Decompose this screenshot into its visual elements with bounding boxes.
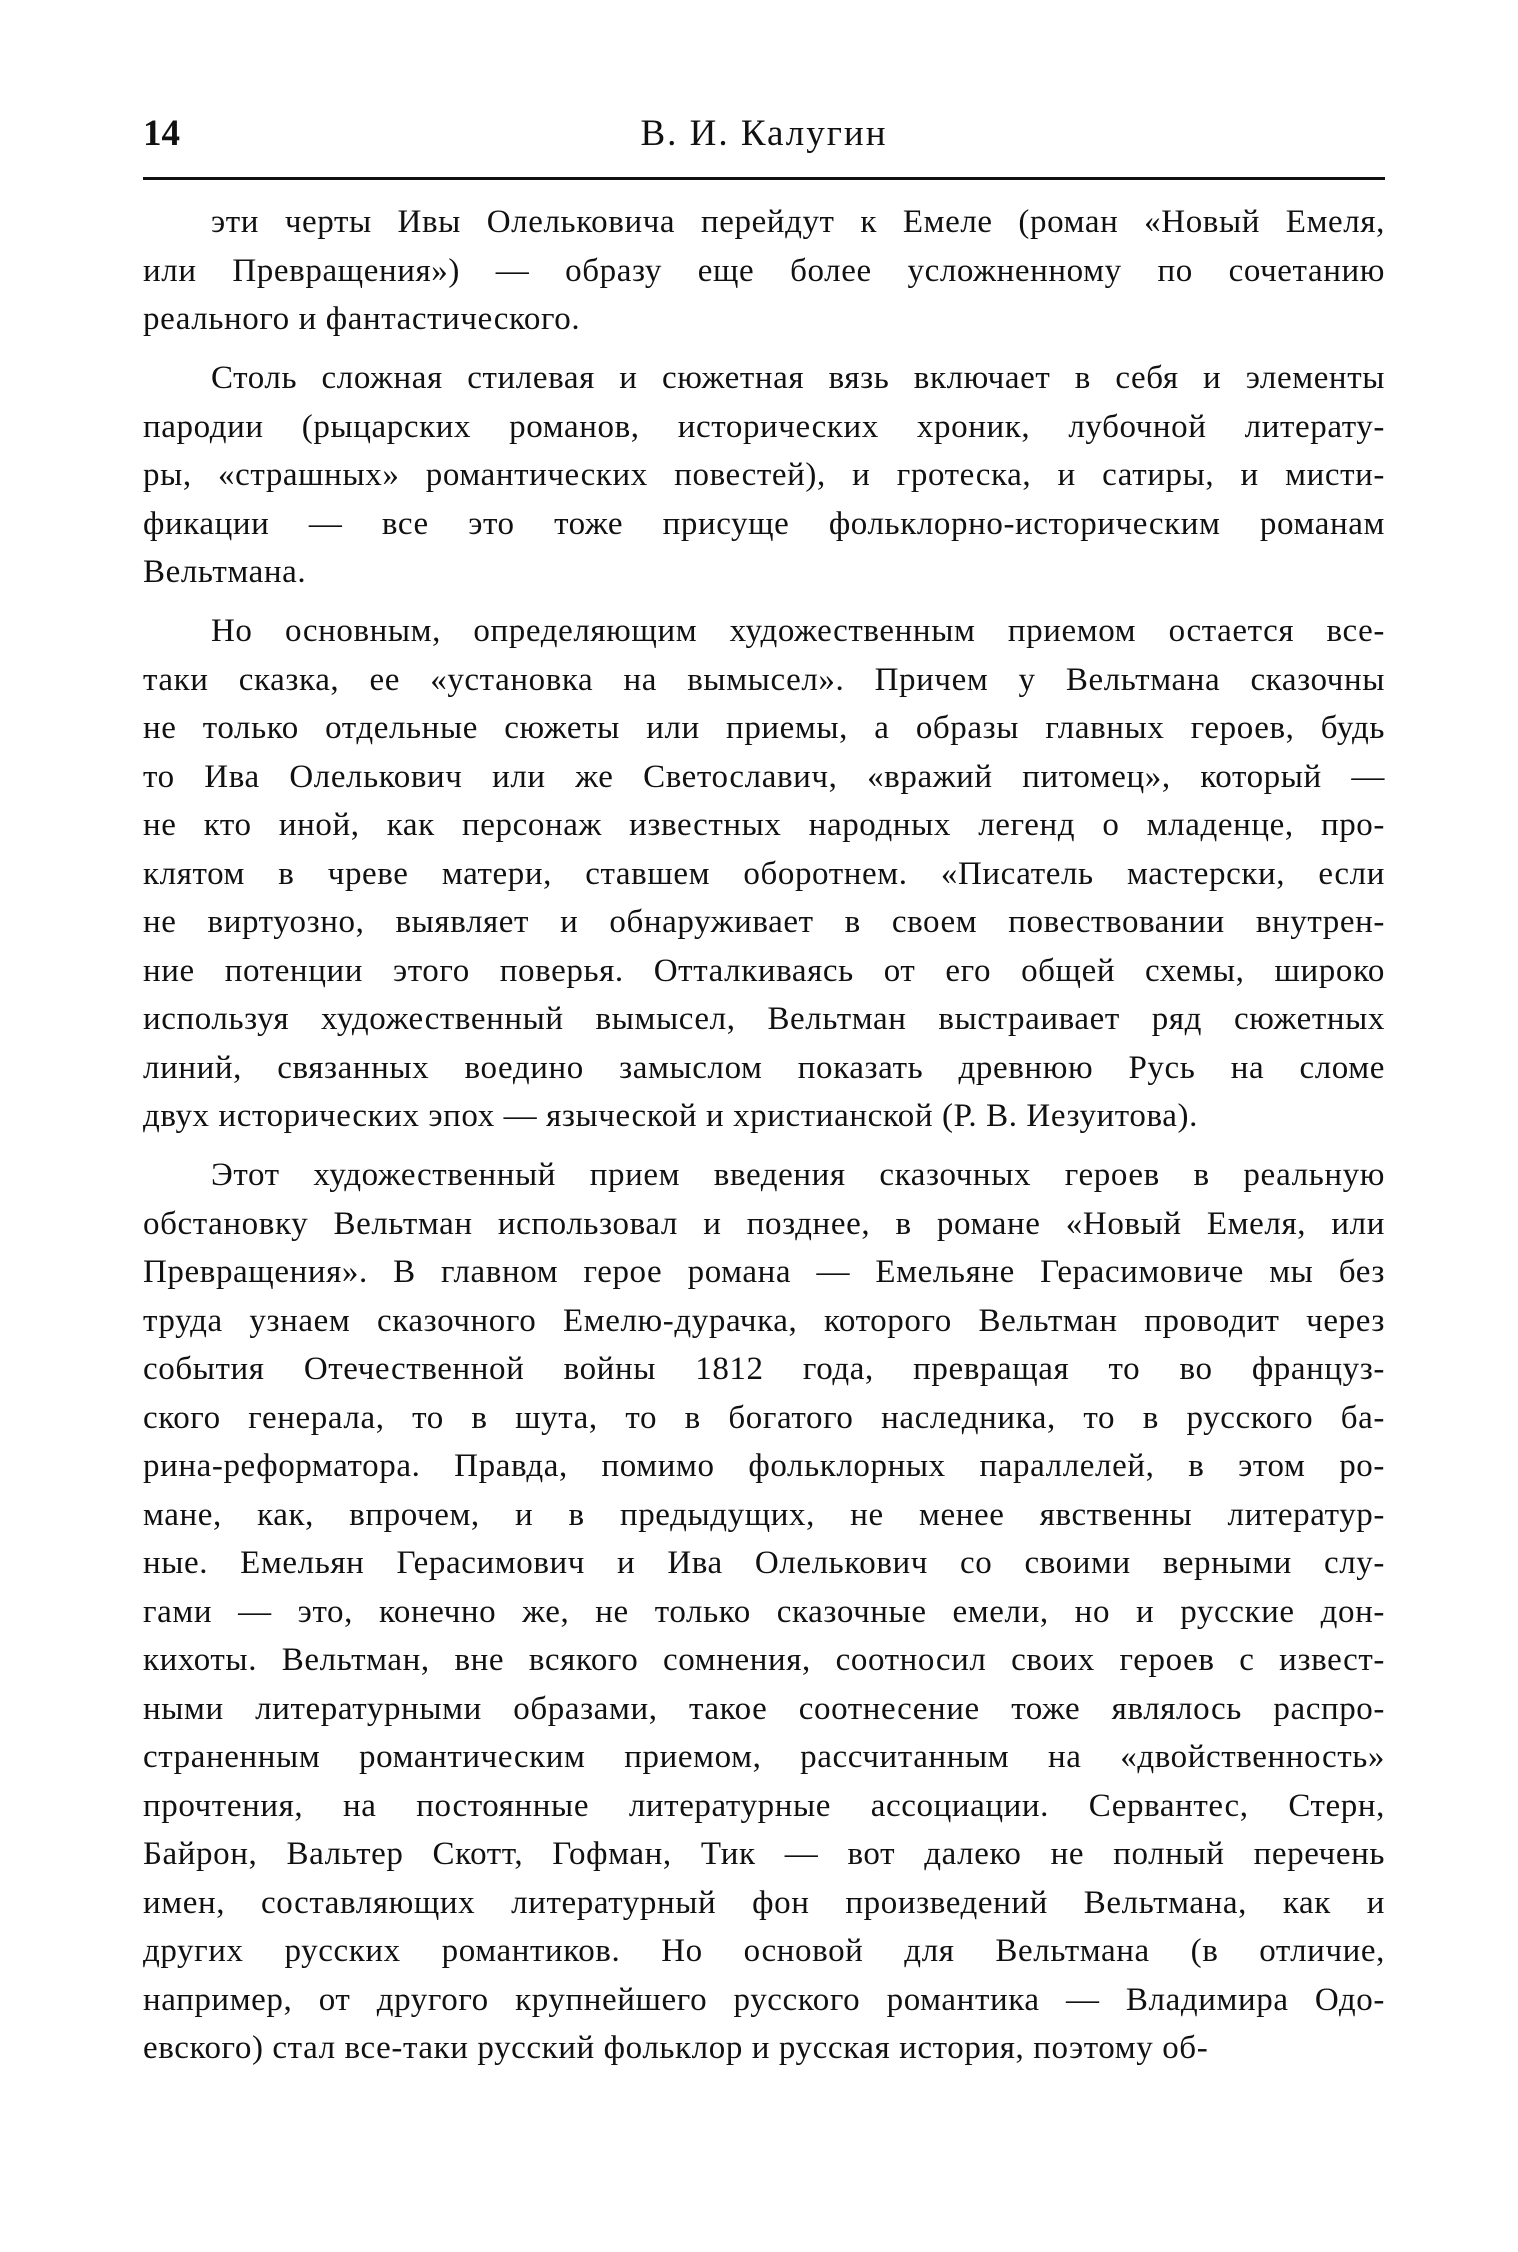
body-text bbox=[143, 198, 1385, 2083]
text-line: не кто иной, как персонаж известных народных легенд о младенце, про- bbox=[143, 807, 1385, 843]
paragraph bbox=[143, 1151, 1385, 2073]
text-line: Байрон, Вальтер Скотт, Гофман, Тик — вот далеко не полный перечень bbox=[143, 1836, 1385, 1872]
text-line: то Ива Олелькович или же Светославич, «вражий питомец», который — bbox=[143, 758, 1385, 795]
text-line: евского) стал все-таки русский фольклор и русская история, поэтому об- bbox=[143, 2030, 1209, 2066]
text-line: реального и фантастического. bbox=[143, 301, 581, 337]
paragraph bbox=[143, 607, 1385, 1141]
text-line: ние потенции этого поверья. Отталкиваясь от его общей схемы, широко bbox=[143, 952, 1385, 989]
text-line: события Отечественной войны 1812 года, превращая то во француз- bbox=[143, 1351, 1385, 1387]
text-line: ры, «страшных» романтических повестей), и гротеска, и сатиры, и мисти- bbox=[143, 457, 1385, 493]
text-line: или Превращения») — образу еще более усложненному по сочетанию bbox=[143, 252, 1385, 289]
paragraph bbox=[143, 198, 1385, 344]
text-line: труда узнаем сказочного Емелю-дурачка, которого Вельтман проводит через bbox=[143, 1302, 1385, 1339]
text-line: кихоты. Вельтман, вне всякого сомнения, соотносил своих героев с извест- bbox=[143, 1642, 1385, 1678]
text-line: ные. Емельян Герасимович и Ива Олелькович со своими верными слу- bbox=[143, 1545, 1385, 1581]
text-line: Столь сложная стилевая и сюжетная вязь включает в себя и элементы bbox=[211, 360, 1385, 396]
text-line: страненным романтическим приемом, рассчитанным на «двойственность» bbox=[143, 1739, 1385, 1775]
text-line: пародии (рыцарских романов, исторических хроник, лубочной литерату- bbox=[143, 408, 1385, 445]
text-line: например, от другого крупнейшего русского романтика — Владимира Одо- bbox=[143, 1981, 1385, 2018]
text-line: эти черты Ивы Олельковича перейдут к Емеле (роман «Новый Емеля, bbox=[211, 204, 1385, 240]
text-line: имен, составляющих литературный фон произведений Вельтмана, как и bbox=[143, 1884, 1385, 1921]
text-line: ными литературными образами, такое соотнесение тоже являлось распро- bbox=[143, 1690, 1385, 1727]
text-line: не виртуозно, выявляет и обнаруживает в своем повествовании внутрен- bbox=[143, 904, 1385, 940]
text-line: линий, связанных воедино замыслом показать древнюю Русь на сломе bbox=[143, 1049, 1385, 1086]
text-line: Вельтмана. bbox=[143, 554, 307, 590]
text-line: Превращения». В главном герое романа — Емельяне Герасимовиче мы без bbox=[143, 1254, 1385, 1290]
text-line: Но основным, определяющим художественным приемом остается все- bbox=[211, 613, 1385, 649]
text-line: гами — это, конечно же, не только сказочные емели, но и русские дон- bbox=[143, 1593, 1385, 1630]
text-line: прочтения, на постоянные литературные ассоциации. Сервантес, Стерн, bbox=[143, 1787, 1385, 1824]
text-line: других русских романтиков. Но основой для Вельтмана (в отличие, bbox=[143, 1933, 1385, 1969]
running-head: В. И. Калугин bbox=[640, 113, 888, 154]
text-line: используя художественный вымысел, Вельтман выстраивает ряд сюжетных bbox=[143, 1001, 1385, 1037]
text-line: мане, как, впрочем, и в предыдущих, не менее явственны литератур- bbox=[143, 1496, 1385, 1533]
page-header bbox=[143, 108, 1385, 164]
text-line: фикации — все это тоже присуще фольклорно-историческим романам bbox=[143, 505, 1385, 542]
paragraph bbox=[143, 354, 1385, 597]
text-line: таки сказка, ее «установка на вымысел». Причем у Вельтмана сказочны bbox=[143, 661, 1385, 698]
text-line: Этот художественный прием введения сказочных героев в реальную bbox=[211, 1157, 1385, 1193]
text-line: обстановку Вельтман использовал и позднее, в романе «Новый Емеля, или bbox=[143, 1205, 1385, 1242]
text-line: ского генерала, то в шута, то в богатого наследника, то в русского ба- bbox=[143, 1399, 1385, 1436]
text-line: двух исторических эпох — языческой и христианской (Р. В. Иезуитова). bbox=[143, 1098, 1198, 1134]
header-rule bbox=[143, 177, 1385, 180]
text-line: не только отдельные сюжеты или приемы, а образы главных героев, будь bbox=[143, 710, 1385, 746]
page-number: 14 bbox=[143, 113, 180, 154]
text-line: клятом в чреве матери, ставшем оборотнем. «Писатель мастерски, если bbox=[143, 855, 1385, 892]
text-line: рина-реформатора. Правда, помимо фольклорных параллелей, в этом ро- bbox=[143, 1448, 1385, 1484]
